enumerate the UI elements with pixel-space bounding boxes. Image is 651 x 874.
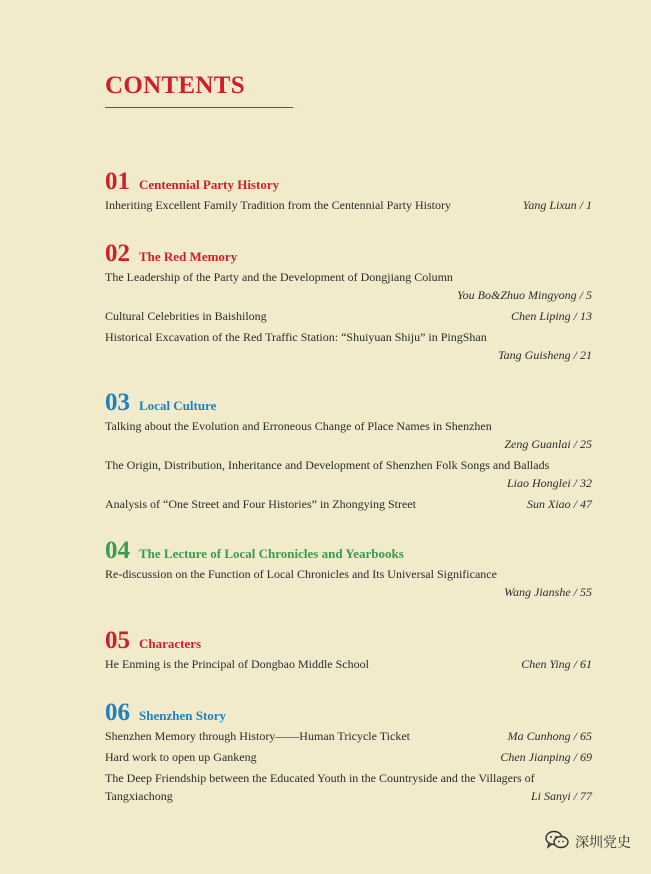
section-header: [105, 627, 592, 655]
toc-entry[interactable]: [105, 328, 592, 364]
entry-author-page: Li Sanyi / 77: [530, 789, 592, 803]
toc-entry[interactable]: [105, 417, 592, 453]
entry-author-page: Sun Xiao / 47: [527, 497, 592, 511]
entry-author-page: Chen Ying / 61: [521, 657, 592, 671]
section-05: [105, 627, 592, 673]
section-header: [105, 240, 592, 268]
section-title: Centennial Party History: [139, 177, 280, 192]
entry-title-continued: Tangxiachong: [105, 789, 173, 803]
entry-title: He Enming is the Principal of Dongbao Middle School: [105, 657, 369, 671]
entry-title: The Leadership of the Party and the Development of Dongjiang Column: [105, 270, 453, 284]
toc-entry[interactable]: [105, 748, 592, 766]
section-header: [105, 699, 592, 727]
entry-title: Re-discussion on the Function of Local Chronicles and Its Universal Significance: [105, 567, 497, 581]
section-title: Local Culture: [139, 398, 217, 413]
entry-author-page: Ma Cunhong / 65: [507, 729, 592, 743]
entry-author-page: Tang Guisheng / 21: [498, 348, 592, 362]
section-header: [105, 537, 592, 565]
section-01: [105, 168, 592, 214]
toc-entry[interactable]: [105, 565, 592, 601]
toc-entry[interactable]: [105, 655, 592, 673]
section-number: 01: [105, 168, 130, 195]
toc-entry[interactable]: [105, 307, 592, 325]
entry-author-page: Zeng Guanlai / 25: [504, 437, 592, 451]
toc-entry[interactable]: [105, 495, 592, 513]
section-number: 03: [105, 389, 130, 416]
entry-author-page: Liao Honglei / 32: [506, 476, 592, 490]
section-title: Characters: [139, 636, 202, 651]
watermark-text: 深圳党史: [575, 835, 631, 851]
entry-author-page: Yang Lixun / 1: [522, 198, 592, 212]
section-03: [105, 389, 592, 513]
section-title: Shenzhen Story: [139, 708, 227, 723]
toc-entry[interactable]: [105, 769, 592, 805]
title-underline: [105, 107, 293, 108]
entry-title: Hard work to open up Gankeng: [105, 750, 257, 764]
entry-title: Talking about the Evolution and Erroneous Change of Place Names in Shenzhen: [105, 419, 492, 433]
toc-entry[interactable]: [105, 727, 592, 745]
page-title: CONTENTS: [105, 72, 245, 99]
section-title: The Red Memory: [139, 249, 238, 264]
section-number: 06: [105, 699, 130, 726]
entry-title: Analysis of “One Street and Four Histories” in Zhongying Street: [105, 497, 416, 511]
section-04: [105, 537, 592, 601]
section-02: [105, 240, 592, 364]
entry-title: The Origin, Distribution, Inheritance and Development of Shenzhen Folk Songs and Ballads: [105, 458, 550, 472]
toc-entry[interactable]: [105, 268, 592, 304]
section-number: 04: [105, 537, 130, 564]
entry-title: The Deep Friendship between the Educated Youth in the Countryside and the Villagers of: [105, 771, 535, 785]
entry-author-page: Wang Jianshe / 55: [504, 585, 592, 599]
wechat-watermark: [545, 830, 631, 854]
entry-author-page: Chen Jianping / 69: [500, 750, 592, 764]
section-header: [105, 168, 592, 196]
section-title: The Lecture of Local Chronicles and Yearbooks: [139, 546, 404, 561]
entry-title: Inheriting Excellent Family Tradition from the Centennial Party History: [105, 198, 451, 212]
section-06: [105, 699, 592, 805]
section-number: 02: [105, 240, 130, 267]
entry-title: Historical Excavation of the Red Traffic Station: “Shuiyuan Shiju” in PingShan: [105, 330, 487, 344]
entry-author-page: Chen Liping / 13: [510, 309, 592, 323]
entry-title: Shenzhen Memory through History——Human Tricycle Ticket: [105, 729, 410, 743]
wechat-icon: [545, 830, 569, 854]
entry-author-page: You Bo&Zhuo Mingyong / 5: [457, 288, 592, 302]
section-number: 05: [105, 627, 130, 654]
section-header: [105, 389, 592, 417]
entry-title: Cultural Celebrities in Baishilong: [105, 309, 267, 323]
toc-entry[interactable]: [105, 196, 592, 214]
toc-entry[interactable]: [105, 456, 592, 492]
